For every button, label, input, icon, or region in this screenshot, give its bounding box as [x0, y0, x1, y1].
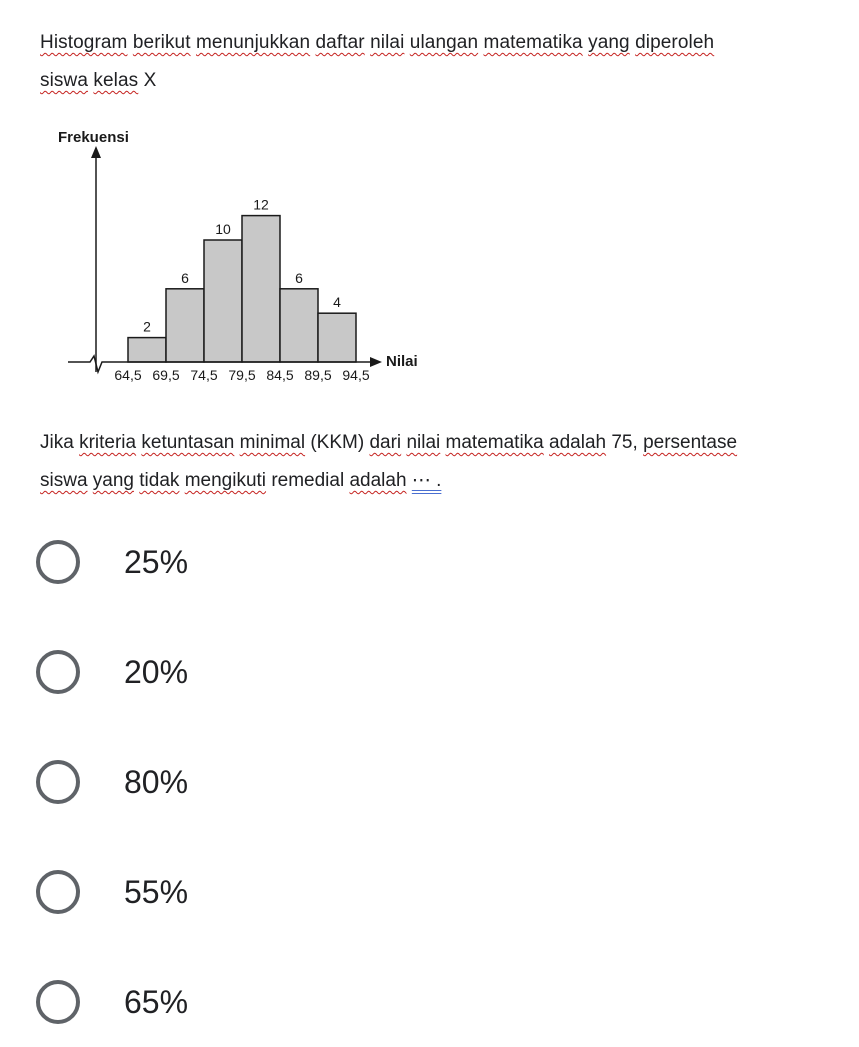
option-label: 25% — [124, 543, 189, 580]
histogram-bar — [128, 338, 166, 362]
word: berikut — [132, 32, 191, 53]
option-label: 20% — [124, 653, 189, 690]
word: daftar — [315, 32, 365, 53]
histogram-bar — [166, 289, 204, 362]
word: siswa — [40, 70, 89, 91]
word: ulangan — [409, 32, 479, 53]
word: nilai — [370, 32, 405, 53]
word: X — [143, 70, 157, 91]
x-tick-label: 79,5 — [228, 367, 256, 383]
word: kriteria — [79, 432, 137, 453]
histogram-bar — [204, 240, 242, 362]
x-tick-label: 64,5 — [114, 367, 142, 383]
histogram-chart — [40, 122, 440, 400]
histogram-bar — [318, 313, 356, 362]
option-2[interactable] — [36, 642, 796, 702]
option-label: 65% — [124, 983, 189, 1020]
word: tidak — [139, 470, 180, 491]
y-axis-label: Frekuensi — [58, 129, 129, 146]
question-intro — [40, 24, 830, 100]
word: yang — [92, 470, 134, 491]
word: minimal — [239, 432, 306, 453]
x-tick-label: 84,5 — [266, 367, 294, 383]
word: siswa — [40, 470, 88, 491]
word: matematika — [483, 32, 583, 53]
y-axis-arrow-icon — [91, 146, 101, 158]
word: Jika — [40, 432, 74, 453]
histogram-bar — [242, 216, 280, 362]
word: yang — [588, 32, 630, 53]
word: adalah — [549, 432, 607, 453]
word: persentase — [643, 432, 738, 453]
word: 75, — [611, 432, 638, 453]
answer-blank: ⋯ . — [411, 470, 442, 491]
option-1[interactable] — [36, 532, 796, 592]
x-axis-arrow-icon — [370, 357, 382, 367]
word: nilai — [406, 432, 441, 453]
bar-value-label: 2 — [143, 318, 151, 335]
word: dari — [369, 432, 402, 453]
histogram-bar — [280, 289, 318, 362]
bar-value-label: 10 — [215, 221, 231, 237]
bar-value-label: 12 — [253, 196, 269, 213]
word: ketuntasan — [141, 432, 235, 453]
bar-value-label: 4 — [333, 294, 341, 311]
option-label: 80% — [124, 763, 189, 800]
word: Histogram — [40, 32, 128, 53]
word: mengikuti — [184, 470, 267, 491]
word: diperoleh — [635, 32, 715, 53]
bar-value-label: 6 — [295, 269, 303, 286]
x-tick-label: 74,5 — [190, 367, 218, 383]
radio-icon[interactable] — [36, 760, 80, 804]
word: (KKM) — [310, 432, 365, 453]
word: kelas — [93, 70, 139, 91]
radio-icon[interactable] — [36, 980, 80, 1024]
word: menunjukkan — [196, 32, 311, 53]
x-tick-label: 69,5 — [152, 367, 180, 383]
x-tick-label: 94,5 — [342, 367, 370, 383]
word: remedial — [271, 470, 345, 491]
radio-icon[interactable] — [36, 650, 80, 694]
option-4[interactable] — [36, 862, 796, 922]
word: adalah — [349, 470, 407, 491]
x-axis-label: Nilai — [386, 353, 418, 370]
option-3[interactable] — [36, 752, 796, 812]
word: matematika — [445, 432, 544, 453]
radio-icon[interactable] — [36, 540, 80, 584]
x-tick-label: 89,5 — [304, 367, 332, 383]
option-5[interactable] — [36, 972, 796, 1032]
question-main — [40, 424, 840, 500]
histogram-svg — [40, 122, 440, 400]
bar-value-label: 6 — [181, 269, 189, 286]
option-label: 55% — [124, 873, 189, 910]
radio-icon[interactable] — [36, 870, 80, 914]
axis-break-icon — [68, 356, 106, 372]
